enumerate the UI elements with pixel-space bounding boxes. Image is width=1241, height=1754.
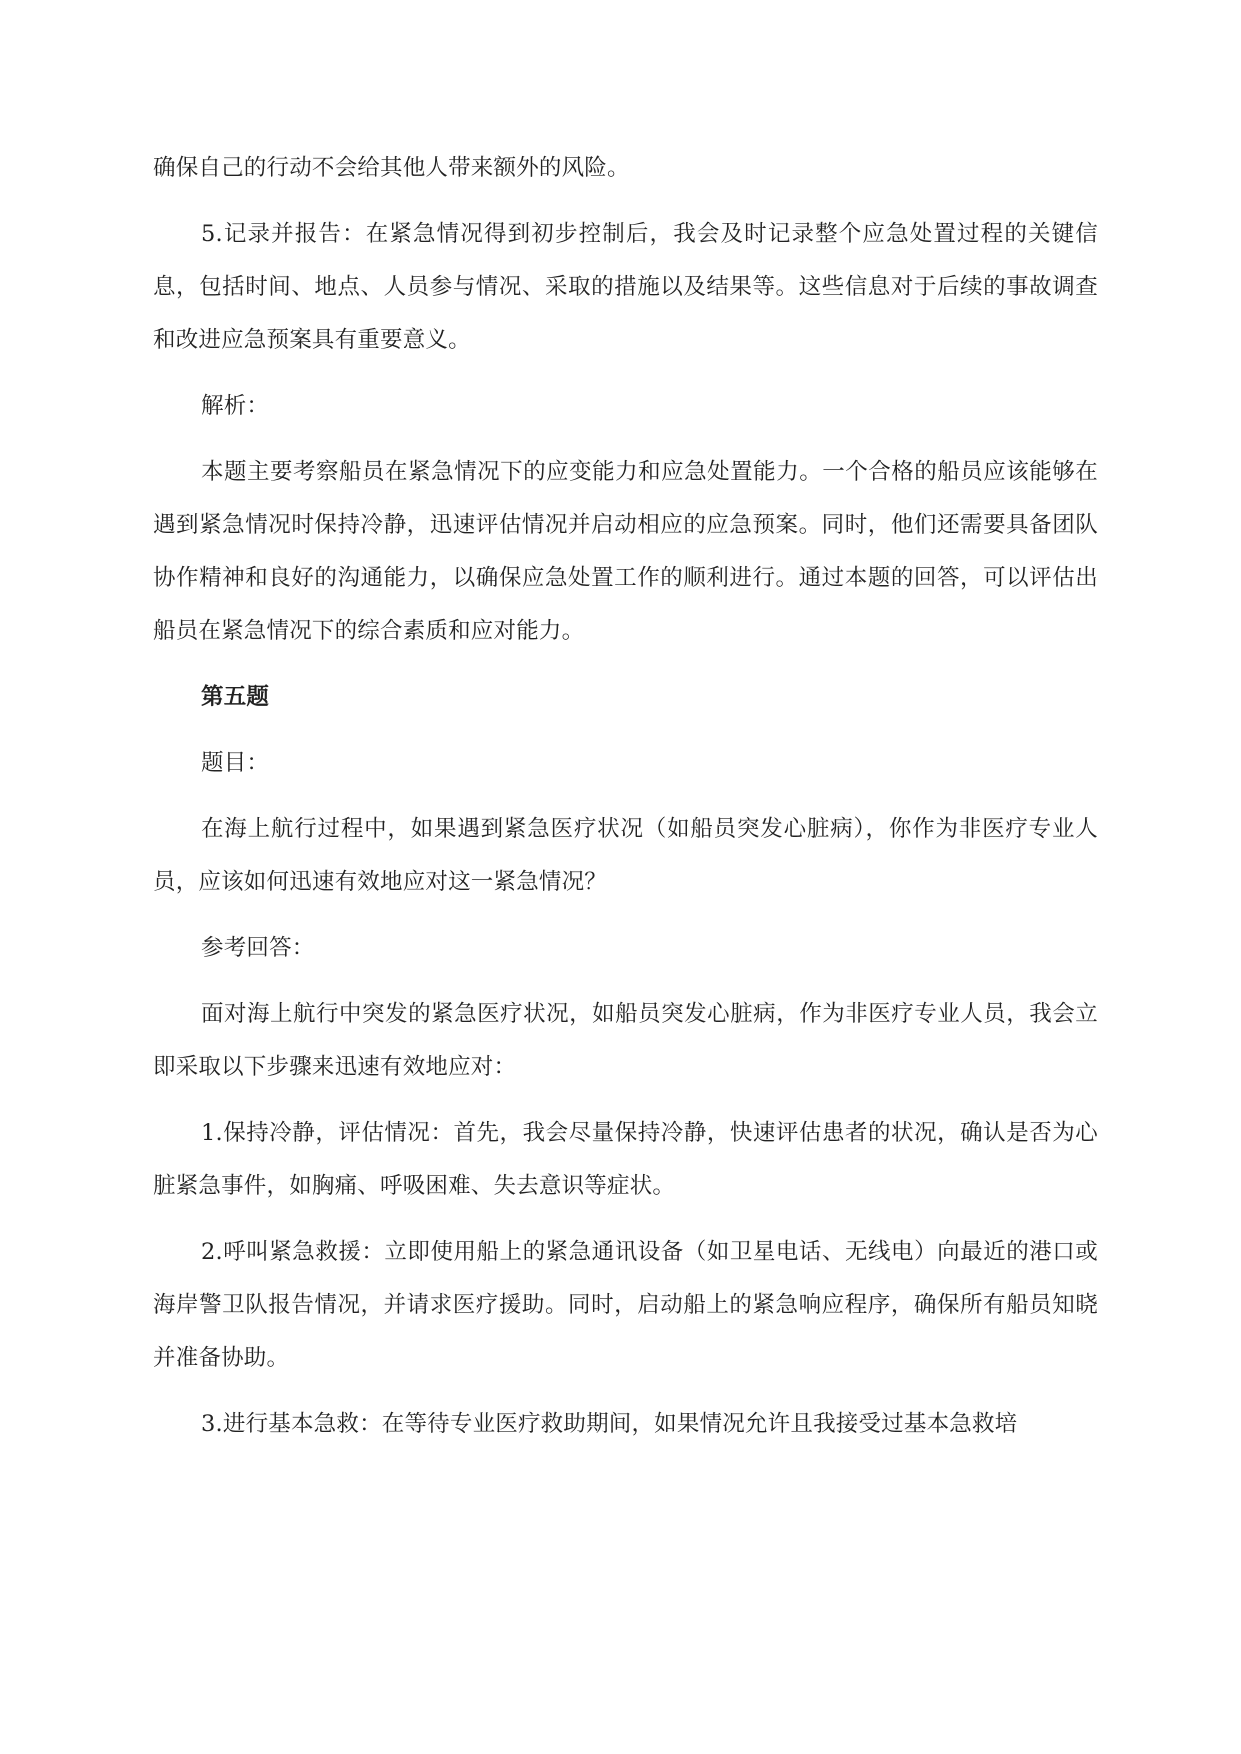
paragraph-analysis-label: 解析： [201, 393, 270, 419]
paragraph-answer-label: 参考回答： [201, 935, 315, 961]
document-body [153, 142, 1098, 1464]
paragraph-analysis-body: 本题主要考察船员在紧急情况下的应变能力和应急处置能力。一个合格的船员应该能够在遇到紧急情况时保持冷静，迅速评估情况并启动相应的应急预案。同时，他们还需要具备团队协作精神和良好的沟通能力，以确保应急处置工作的顺利进行。通过本题的回答，可以评估出船员在紧急情况下的综合素质和应对能力。 [153, 459, 1098, 644]
paragraph-continuation: 确保自己的行动不会给其他人带来额外的风险。 [153, 155, 630, 181]
paragraph-step-2: 2.呼叫紧急救援：立即使用船上的紧急通讯设备（如卫星电话、无线电）向最近的港口或海岸警卫队报告情况，并请求医疗援助。同时，启动船上的紧急响应程序，确保所有船员知晓并准备协助。 [153, 1239, 1098, 1371]
paragraph-question-body: 在海上航行过程中，如果遇到紧急医疗状况（如船员突发心脏病），你作为非医疗专业人员，应该如何迅速有效地应对这一紧急情况？ [153, 816, 1098, 895]
paragraph-answer-intro: 面对海上航行中突发的紧急医疗状况，如船员突发心脏病，作为非医疗专业人员，我会立即采取以下步骤来迅速有效地应对： [153, 1001, 1098, 1080]
section-heading-question-5: 第五题 [201, 684, 270, 710]
paragraph-step-1: 1.保持冷静，评估情况：首先，我会尽量保持冷静，快速评估患者的状况，确认是否为心脏紧急事件，如胸痛、呼吸困难、失去意识等症状。 [153, 1120, 1098, 1199]
paragraph-question-label: 题目： [201, 750, 270, 776]
paragraph-step-3: 3.进行基本急救：在等待专业医疗救助期间，如果情况允许且我接受过基本急救培 [201, 1411, 1018, 1437]
paragraph-step-5-record-report: 5.记录并报告：在紧急情况得到初步控制后，我会及时记录整个应急处置过程的关键信息，包括时间、地点、人员参与情况、采取的措施以及结果等。这些信息对于后续的事故调查和改进应急预案具有重要意义。 [153, 221, 1098, 353]
